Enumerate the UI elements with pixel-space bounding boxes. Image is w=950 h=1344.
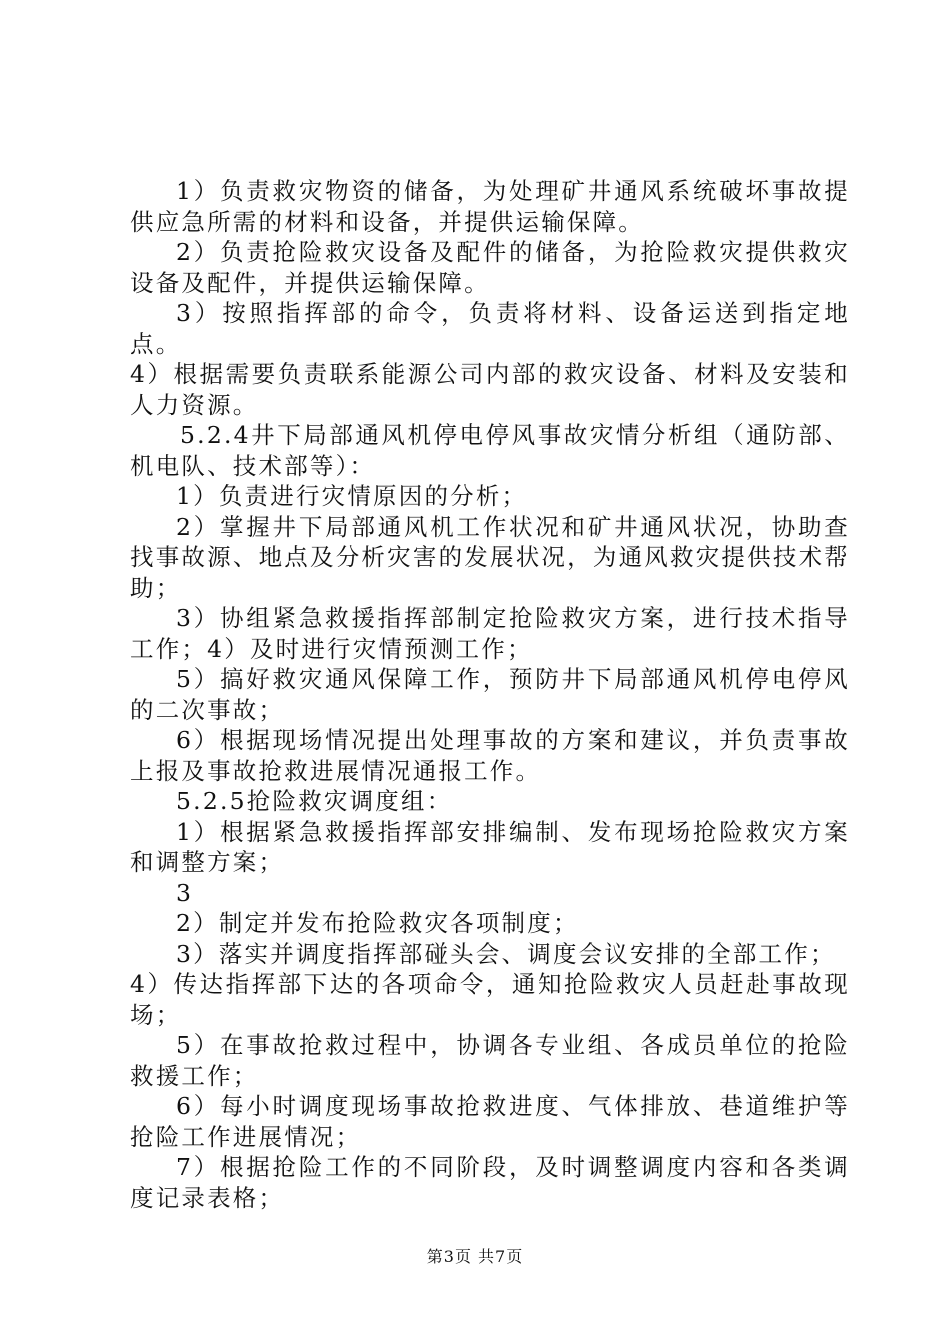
- page-footer: 第3页 共7页: [426, 1247, 524, 1266]
- paragraph: 4）根据需要负责联系能源公司内部的救灾设备、材料及安装和人力资源。: [130, 360, 850, 419]
- section-heading-5-2-4: 5.2.4井下局部通风机停电停风事故灾情分析组（通防部、机电队、技术部等）：: [130, 421, 850, 480]
- paragraph: 2）掌握井下局部通风机工作状况和矿井通风状况，协助查找事故源、地点及分析灾害的发展状况，为通风救灾提供技术帮助；: [130, 512, 850, 602]
- paragraph: 6）每小时调度现场事故抢救进度、气体排放、巷道维护等抢险工作进展情况；: [130, 1092, 850, 1151]
- paragraph: 3）协组紧急救援指挥部制定抢险救灾方案，进行技术指导工作；4）及时进行灾情预测工作；: [130, 604, 850, 663]
- paragraph: 3）按照指挥部的命令，负责将材料、设备运送到指定地点。: [130, 299, 850, 358]
- inline-page-number: 3: [176, 878, 194, 907]
- paragraph: 2）制定并发布抢险救灾各项制度；: [176, 909, 579, 937]
- section-heading-5-2-5: 5.2.5抢险救灾调度组：: [176, 787, 453, 815]
- paragraph: 4）传达指挥部下达的各项命令，通知抢险救灾人员赶赴事故现场；: [130, 970, 850, 1029]
- paragraph: 3）落实并调度指挥部碰头会、调度会议安排的全部工作；: [176, 939, 836, 968]
- document-body: [130, 176, 850, 1213]
- paragraph: 6）根据现场情况提出处理事故的方案和建议，并负责事故上报及事故抢救进展情况通报工作。: [130, 726, 850, 785]
- paragraph: 7）根据抢险工作的不同阶段，及时调整调度内容和各类调度记录表格；: [130, 1153, 850, 1212]
- paragraph: 1）根据紧急救援指挥部安排编制、发布现场抢险救灾方案和调整方案；: [130, 817, 850, 876]
- paragraph: 5）在事故抢救过程中，协调各专业组、各成员单位的抢险救援工作；: [130, 1031, 850, 1090]
- paragraph: 1）负责救灾物资的储备，为处理矿井通风系统破坏事故提供应急所需的材料和设备，并提供运输保障。: [130, 177, 850, 236]
- paragraph: 2）负责抢险救灾设备及配件的储备，为抢险救灾提供救灾设备及配件，并提供运输保障。: [130, 238, 850, 297]
- paragraph: 5）搞好救灾通风保障工作，预防井下局部通风机停电停风的二次事故；: [130, 665, 850, 724]
- paragraph: 1）负责进行灾情原因的分析；: [176, 482, 528, 510]
